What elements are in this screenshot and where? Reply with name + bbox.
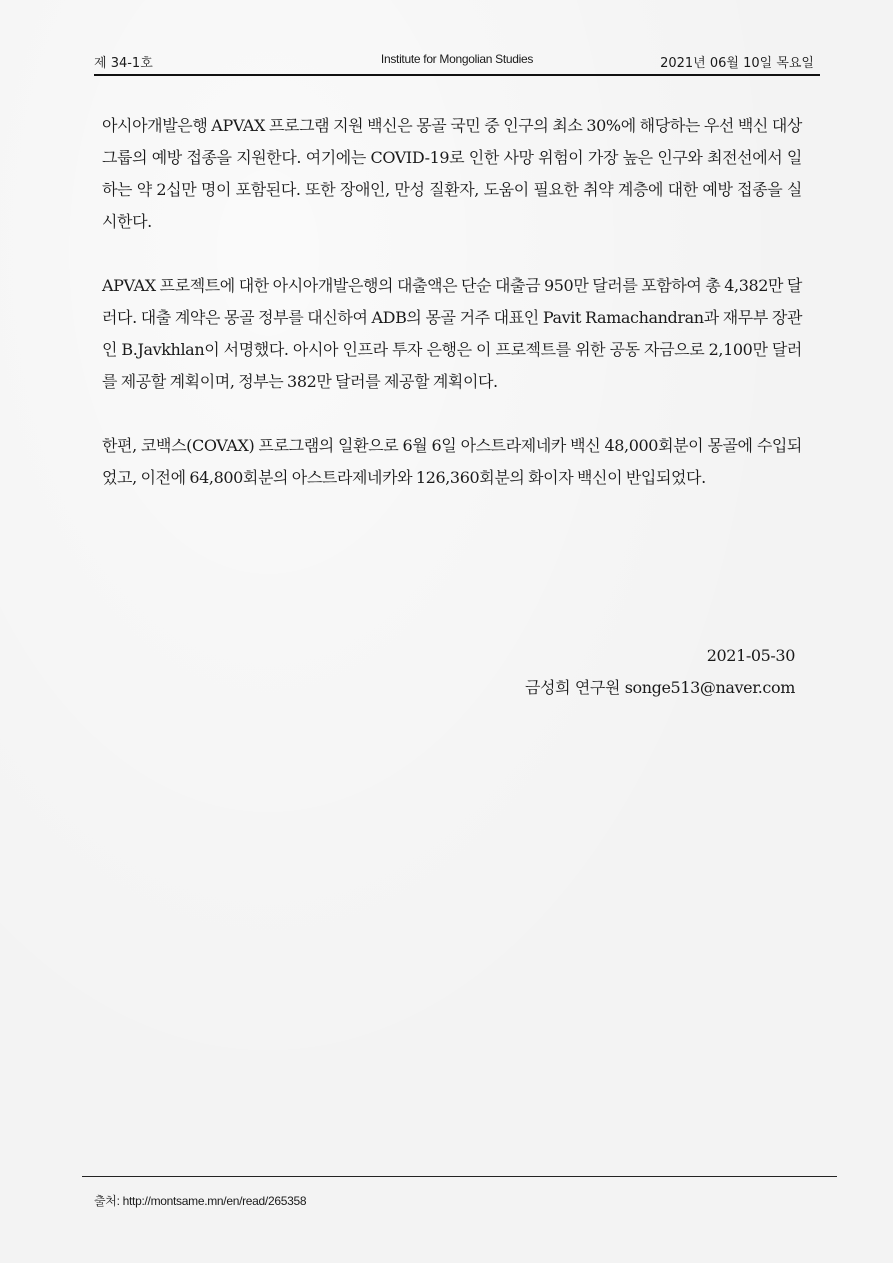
page-header xyxy=(94,52,820,74)
paragraph-2: APVAX 프로젝트에 대한 아시아개발은행의 대출액은 단순 대출금 950만 달러를 포함하여 총 4,382만 달러다. 대출 계약은 몽골 정부를 대신하여 ADB의 몽골 거주 대표인 Pavit Ramachandran과 재무부 장관인 B.Javkhlan이 서명했다. 아시아 인프라 투자 은행은 이 프로젝트를 위한 공동 자금으로 2,100만 달러를 제공할 계획이며, 정부는 382만 달러를 제공할 계획이다. xyxy=(102,276,802,391)
paragraph-3: 한편, 코백스(COVAX) 프로그램의 일환으로 6월 6일 아스트라제네카 백신 48,000회분이 몽골에 수입되었고, 이전에 64,800회분의 아스트라제네카와 126,360회분의 화이자 백신이 반입되었다. xyxy=(102,436,802,487)
footer-divider xyxy=(82,1176,837,1177)
signature-date: 2021-05-30 xyxy=(706,646,795,665)
publication-date: 2021년 06월 10일 목요일 xyxy=(660,56,814,71)
source-citation: 출처: http://montsame.mn/en/read/265358 xyxy=(94,1194,307,1208)
header-divider xyxy=(94,74,820,76)
institute-name: Institute for Mongolian Studies xyxy=(380,52,534,66)
article-body xyxy=(102,110,802,526)
signature-block xyxy=(525,640,795,704)
paragraph-1: 아시아개발은행 APVAX 프로그램 지원 백신은 몽골 국민 중 인구의 최소 30%에 해당하는 우선 백신 대상 그룹의 예방 접종을 지원한다. 여기에는 COVID-19로 인한 사망 위험이 가장 높은 인구와 최전선에서 일하는 약 2십만 명이 포함된다. 또한 장애인, 만성 질환자, 도움이 필요한 취약 계층에 대한 예방 접종을 실시한다. xyxy=(102,116,802,231)
signature-author: 금성희 연구원 songe513@naver.com xyxy=(524,678,795,697)
issue-number: 제 34-1호 xyxy=(94,56,153,71)
